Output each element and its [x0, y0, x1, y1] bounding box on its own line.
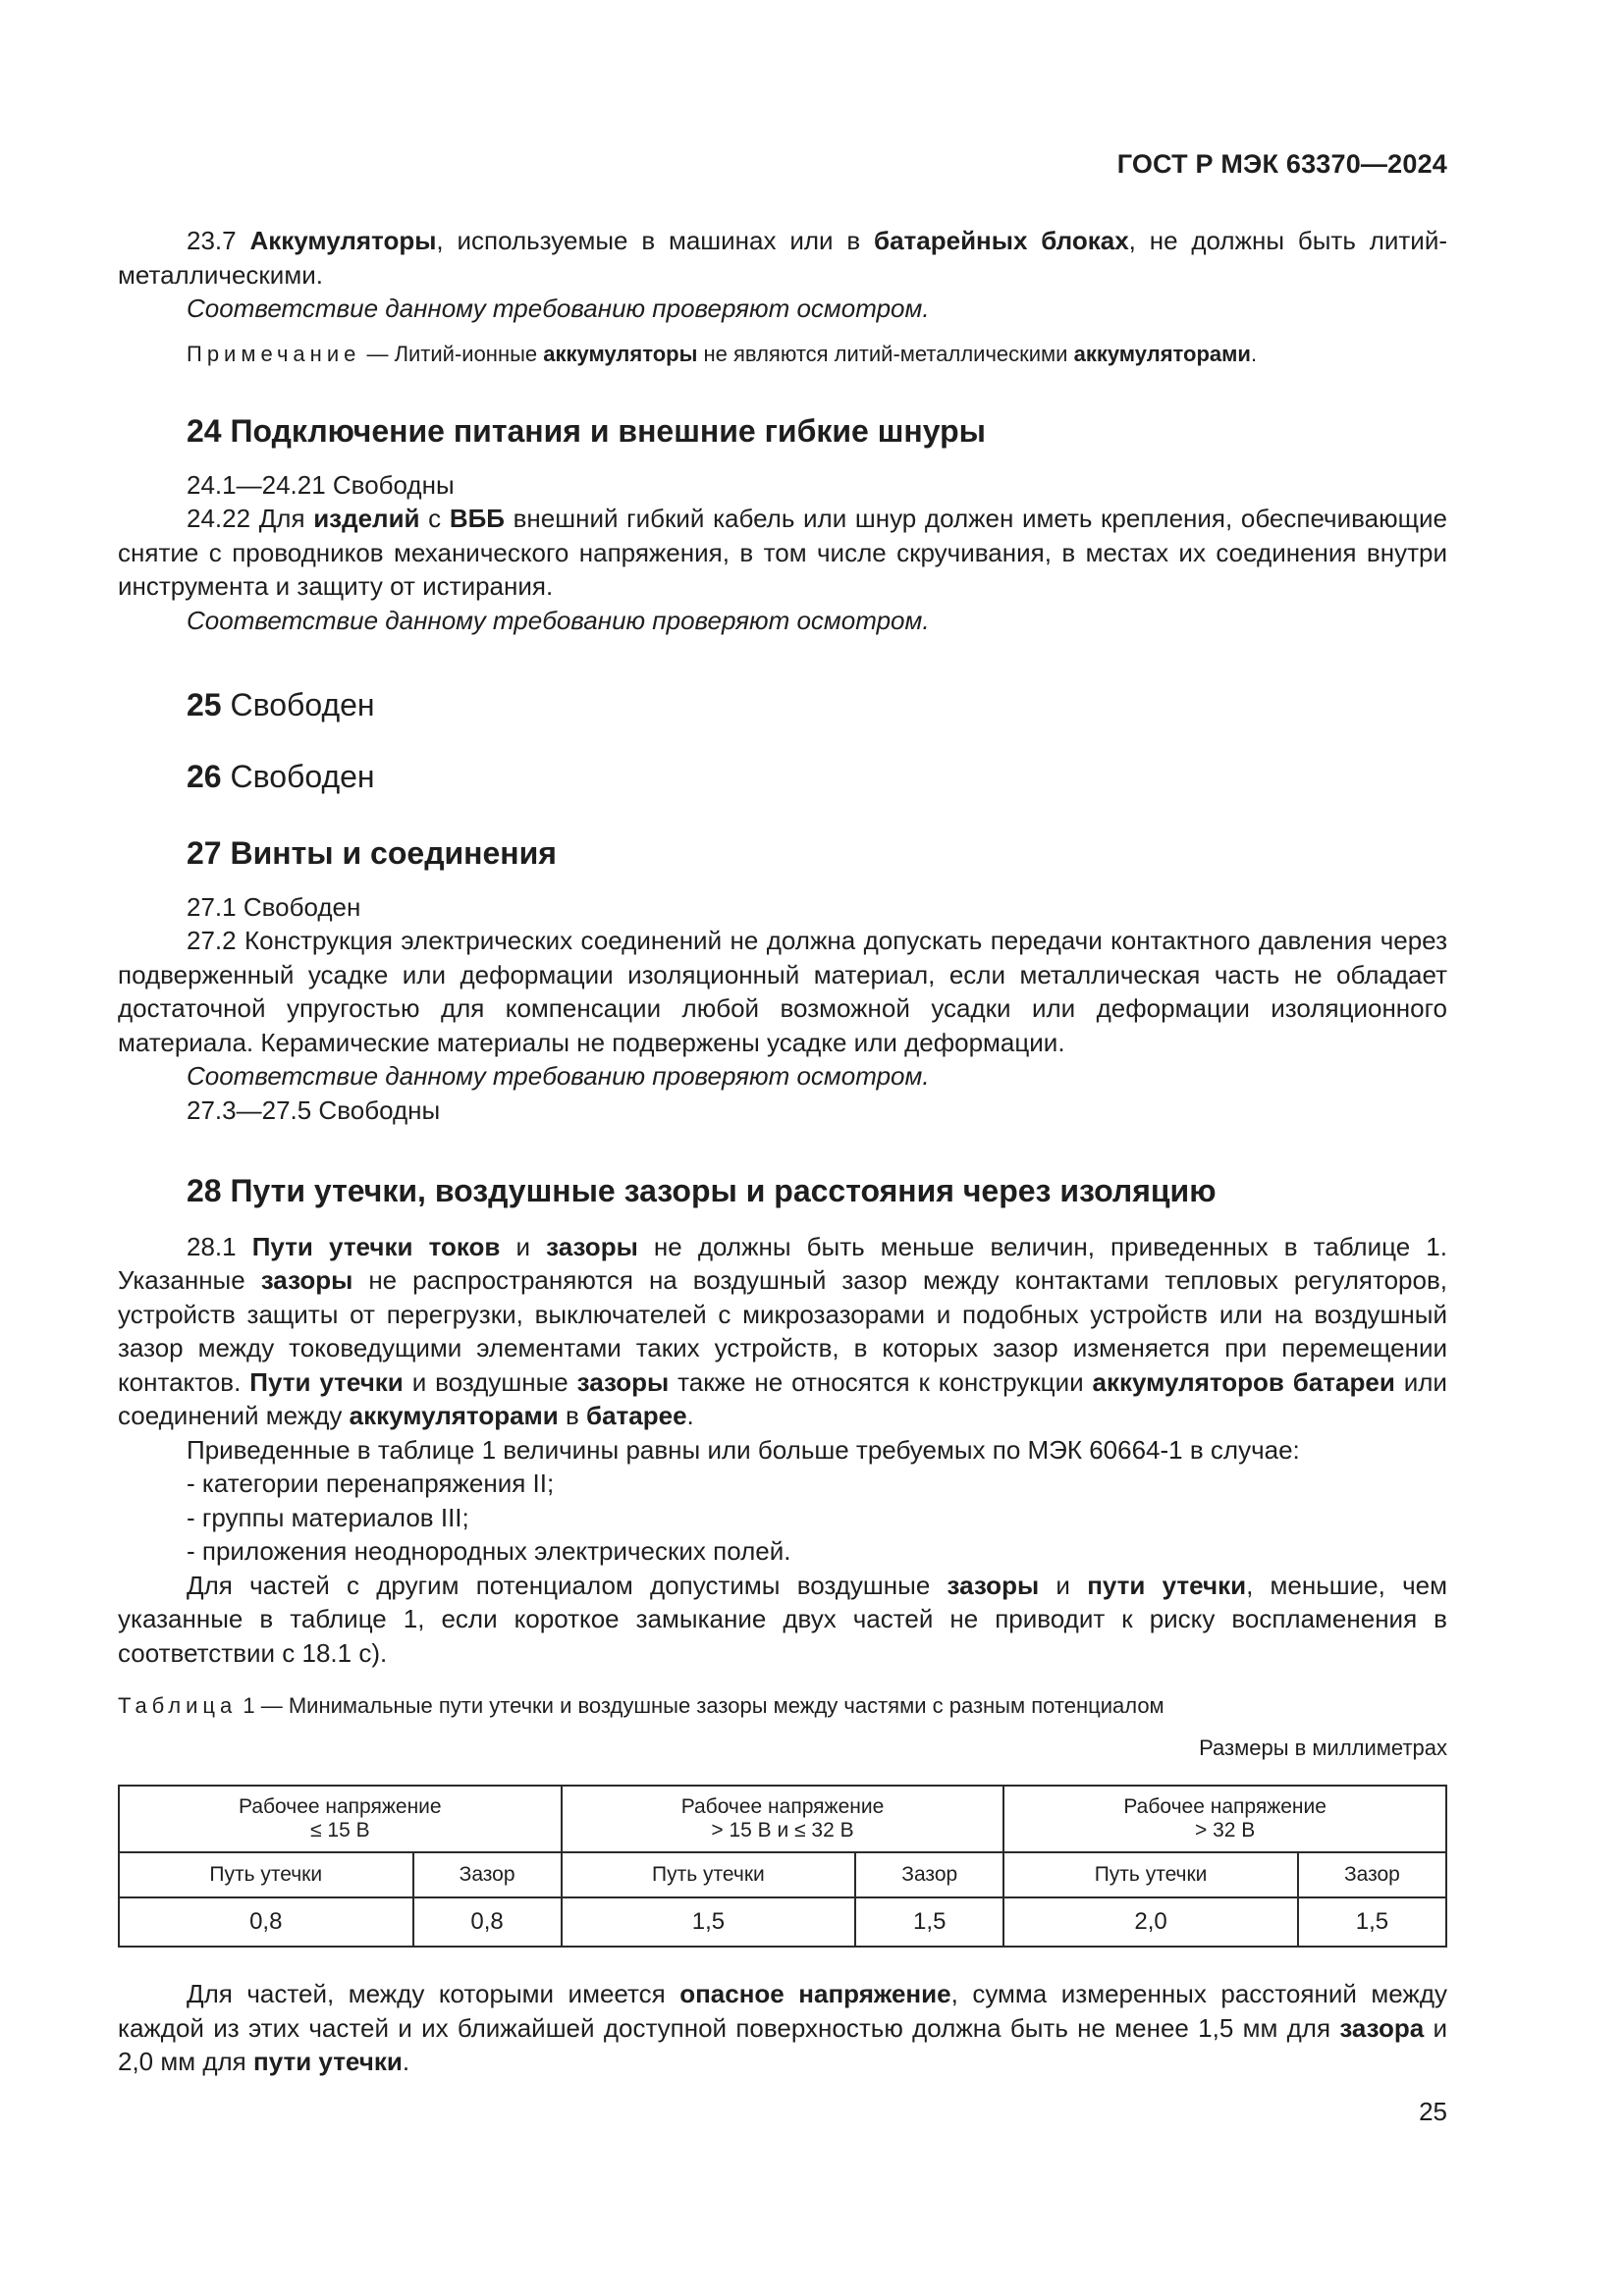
clause-27-3: 27.3—27.5 Свободны: [187, 1095, 441, 1125]
note-label: Примечание: [187, 341, 361, 366]
note: Примечание — Литий-ионные аккумуляторы не являются литий-металлическими аккумуляторами.: [187, 341, 1258, 366]
clause-27-1: 27.1 Свободен: [187, 891, 361, 922]
clause-23-7: 23.7 Аккумуляторы, используемые в машинах или в батарейных блоках, не должны быть литий-металлическими.: [118, 226, 1448, 290]
table-group-header: Рабочее напряжение ≤ 15 В: [119, 1786, 562, 1852]
table-group-header: Рабочее напряжение > 32 В: [1003, 1786, 1446, 1852]
table-header-row: [119, 1786, 1446, 1852]
table-group-header: Рабочее напряжение > 15 В и ≤ 32 В: [562, 1786, 1004, 1852]
table-units: Размеры в миллиметрах: [1199, 1735, 1447, 1760]
table-subheader-row: [119, 1852, 1446, 1897]
page-number: 25: [1419, 2097, 1447, 2126]
table-subheader-cell: Путь утечки: [1003, 1852, 1298, 1897]
table-cell: 2,0: [1003, 1897, 1298, 1947]
table-row: [119, 1897, 1446, 1947]
section-27-heading: 27 Винты и соединения: [187, 835, 557, 871]
section-25-heading: 25 Свободен: [187, 687, 375, 722]
table-cell: 1,5: [562, 1897, 856, 1947]
table-subheader-cell: Зазор: [413, 1852, 562, 1897]
table-subheader-cell: Зазор: [855, 1852, 1003, 1897]
table-cell: 0,8: [413, 1897, 562, 1947]
compliance-check-23-7: Соответствие данному требованию проверяют осмотром.: [187, 294, 930, 323]
table-caption: Таблица 1 — Минимальные пути утечки и воздушные зазоры между частями с разным потенциалом: [118, 1693, 1164, 1718]
section-24-heading: 24 Подключение питания и внешние гибкие шнуры: [187, 413, 986, 449]
clearance-table: [118, 1785, 1447, 1948]
clause-27-2: 27.2 Конструкция электрических соединений не должна допускать передачи контактного давления через подверженный усадке или деформации изоляционный материал, если металлическая часть не обладает достаточной упругостью для компенсации любой возможной усадки или деформации изоляционного материала. Керамические материалы не подвержены усадке или деформации.: [118, 926, 1447, 1057]
page-content: [118, 224, 1447, 2079]
table-cell: 1,5: [855, 1897, 1003, 1947]
clause-24-22: 24.22 Для изделий с ВББ внешний гибкий кабель или шнур должен иметь крепления, обеспечивающие снятие с проводников механического напряжения, в том числе скручивания, в местах их соединения внутри инструмента и защиту от истирания.: [118, 504, 1447, 601]
table-subheader-cell: Путь утечки: [562, 1852, 856, 1897]
list-item: - приложения неоднородных электрических полей.: [187, 1536, 791, 1566]
section-26-heading: 26 Свободен: [187, 758, 375, 794]
list-item: - категории перенапряжения II;: [187, 1468, 555, 1498]
table-cell: 0,8: [119, 1897, 413, 1947]
section-28-heading: 28 Пути утечки, воздушные зазоры и расстояния через изоляцию: [187, 1173, 1217, 1208]
list-intro: Приведенные в таблице 1 величины равны или больше требуемых по МЭК 60664-1 в случае:: [187, 1434, 1300, 1465]
clause-28-1: 28.1 Пути утечки токов и зазоры не должны быть меньше величин, приведенных в таблице 1. Указанные зазоры не распространяются на воздушный зазор между контактами тепловых регуляторов, устройств защиты от перегрузки, выключателей с микрозазорами и подобных устройств или на воздушный зазор между токоведущими элементами таких устройств, в которых зазор изменяется при перемещении контактов. Пути утечки и воздушные зазоры также не относятся к конструкции аккумуляторов батареи или соединений между аккумуляторами в батарее.: [118, 1231, 1448, 1430]
document-header: ГОСТ Р МЭК 63370—2024: [1116, 149, 1447, 179]
hazardous-voltage-paragraph: Для частей, между которыми имеется опасное напряжение, сумма измеренных расстояний между каждой из этих частей и их ближайшей доступной поверхностью должна быть не менее 1,5 мм для зазора и 2,0 мм для пути утечки.: [118, 1979, 1447, 2076]
list-item: - группы материалов III;: [187, 1502, 469, 1532]
table-subheader-cell: Зазор: [1298, 1852, 1446, 1897]
clause-28-1-other-potential: Для частей с другим потенциалом допустимы воздушные зазоры и пути утечки, меньшие, чем указанные в таблице 1, если короткое замыкание двух частей не приводит к риску воспламенения в соответствии с 18.1 с).: [118, 1570, 1447, 1668]
table-cell: 1,5: [1298, 1897, 1446, 1947]
compliance-check-24-22: Соответствие данному требованию проверяют осмотром.: [187, 605, 930, 635]
table-subheader-cell: Путь утечки: [119, 1852, 413, 1897]
clause-24-1: 24.1—24.21 Свободны: [187, 469, 455, 500]
compliance-check-27-2: Соответствие данному требованию проверяют осмотром.: [187, 1061, 930, 1091]
